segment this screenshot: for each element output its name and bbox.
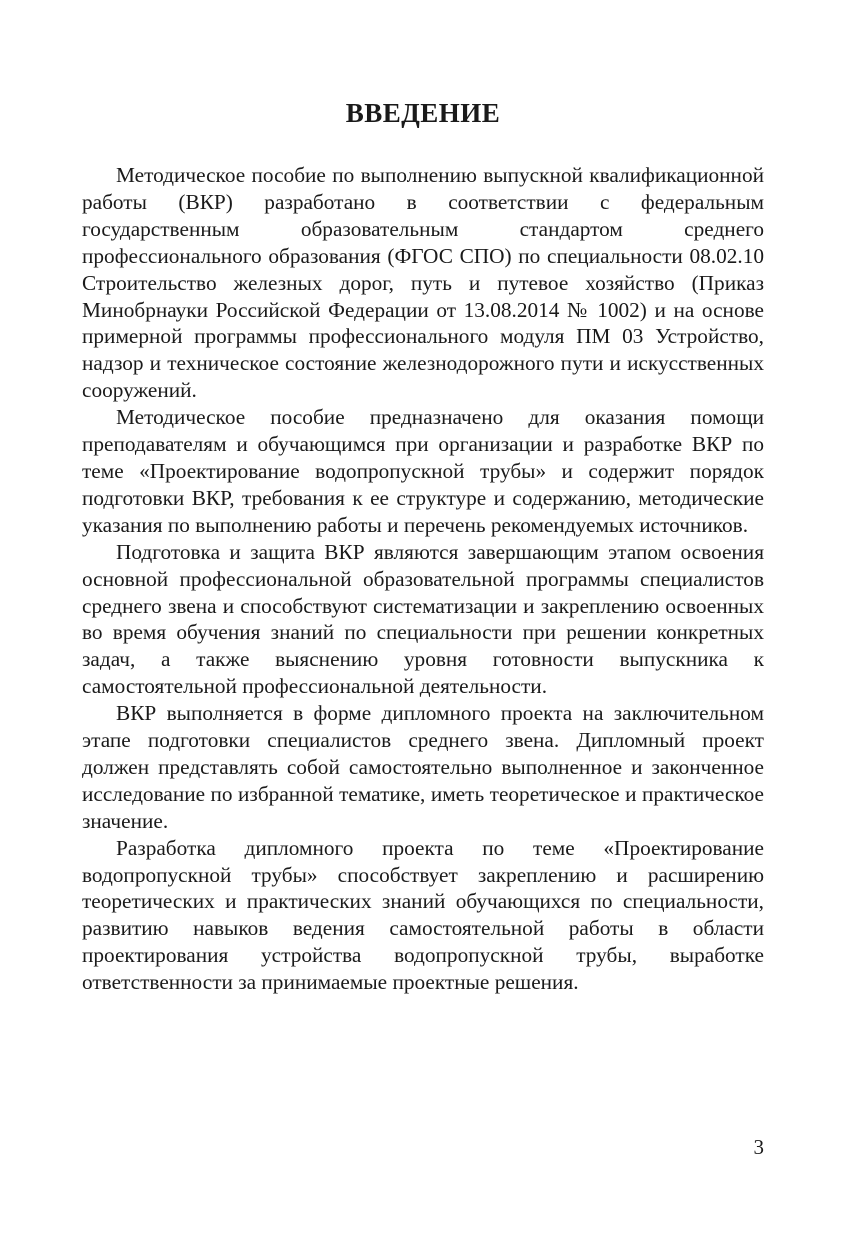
paragraph-5: Разработка дипломного проекта по теме «Проектирование водопропускной трубы» способствует закреплению и расширению теоретических и практических знаний обучающихся по специальности, развитию навыков ведения самостоятельной работы в области проектирования устройства водопропускной трубы, выработке ответственности за принимаемые проектные решения. xyxy=(82,835,764,995)
paragraph-4: ВКР выполняется в форме дипломного проекта на заключительном этапе подготовки специалистов среднего звена. Дипломный проект должен представлять собой самостоятельно выполненное и законченное исследование по избранной тематике, иметь теоретическое и практическое значение. xyxy=(82,701,764,833)
paragraph-2: Методическое пособие предназначено для оказания помощи преподавателям и обучающимся при организации и разработке ВКР по теме «Проектирование водопропускной трубы» и содержит порядок подготовки ВКР, требования к ее структуре и содержанию, методические указания по выполнению работы и перечень рекомендуемых источников. xyxy=(82,405,764,537)
section-title: ВВЕДЕНИЕ xyxy=(345,98,501,128)
body-text xyxy=(82,162,764,996)
paragraph-1: Методическое пособие по выполнению выпускной квалификационной работы (ВКР) разработано в соответствии с федеральным государственным образовательным стандартом среднего профессионального образования (ФГОС СПО) по специальности 08.02.10 Строительство железных дорог, путь и путевое хозяйство (Приказ Минобрнауки Российской Федерации от 13.08.2014 № 1002) и на основе примерной программы профессионального модуля ПМ 03 Устройство, надзор и техническое состояние железнодорожного пути и искусственных сооружений. xyxy=(82,163,764,403)
paragraph-3: Подготовка и защита ВКР являются завершающим этапом освоения основной профессиональной образовательной программы специалистов среднего звена и способствуют систематизации и закреплению освоенных во время обучения знаний по специальности при решении конкретных задач, а также выяснению уровня готовности выпускника к самостоятельной профессиональной деятельности. xyxy=(82,539,764,699)
document-page xyxy=(82,0,764,1241)
page-number: 3 xyxy=(753,1135,764,1159)
